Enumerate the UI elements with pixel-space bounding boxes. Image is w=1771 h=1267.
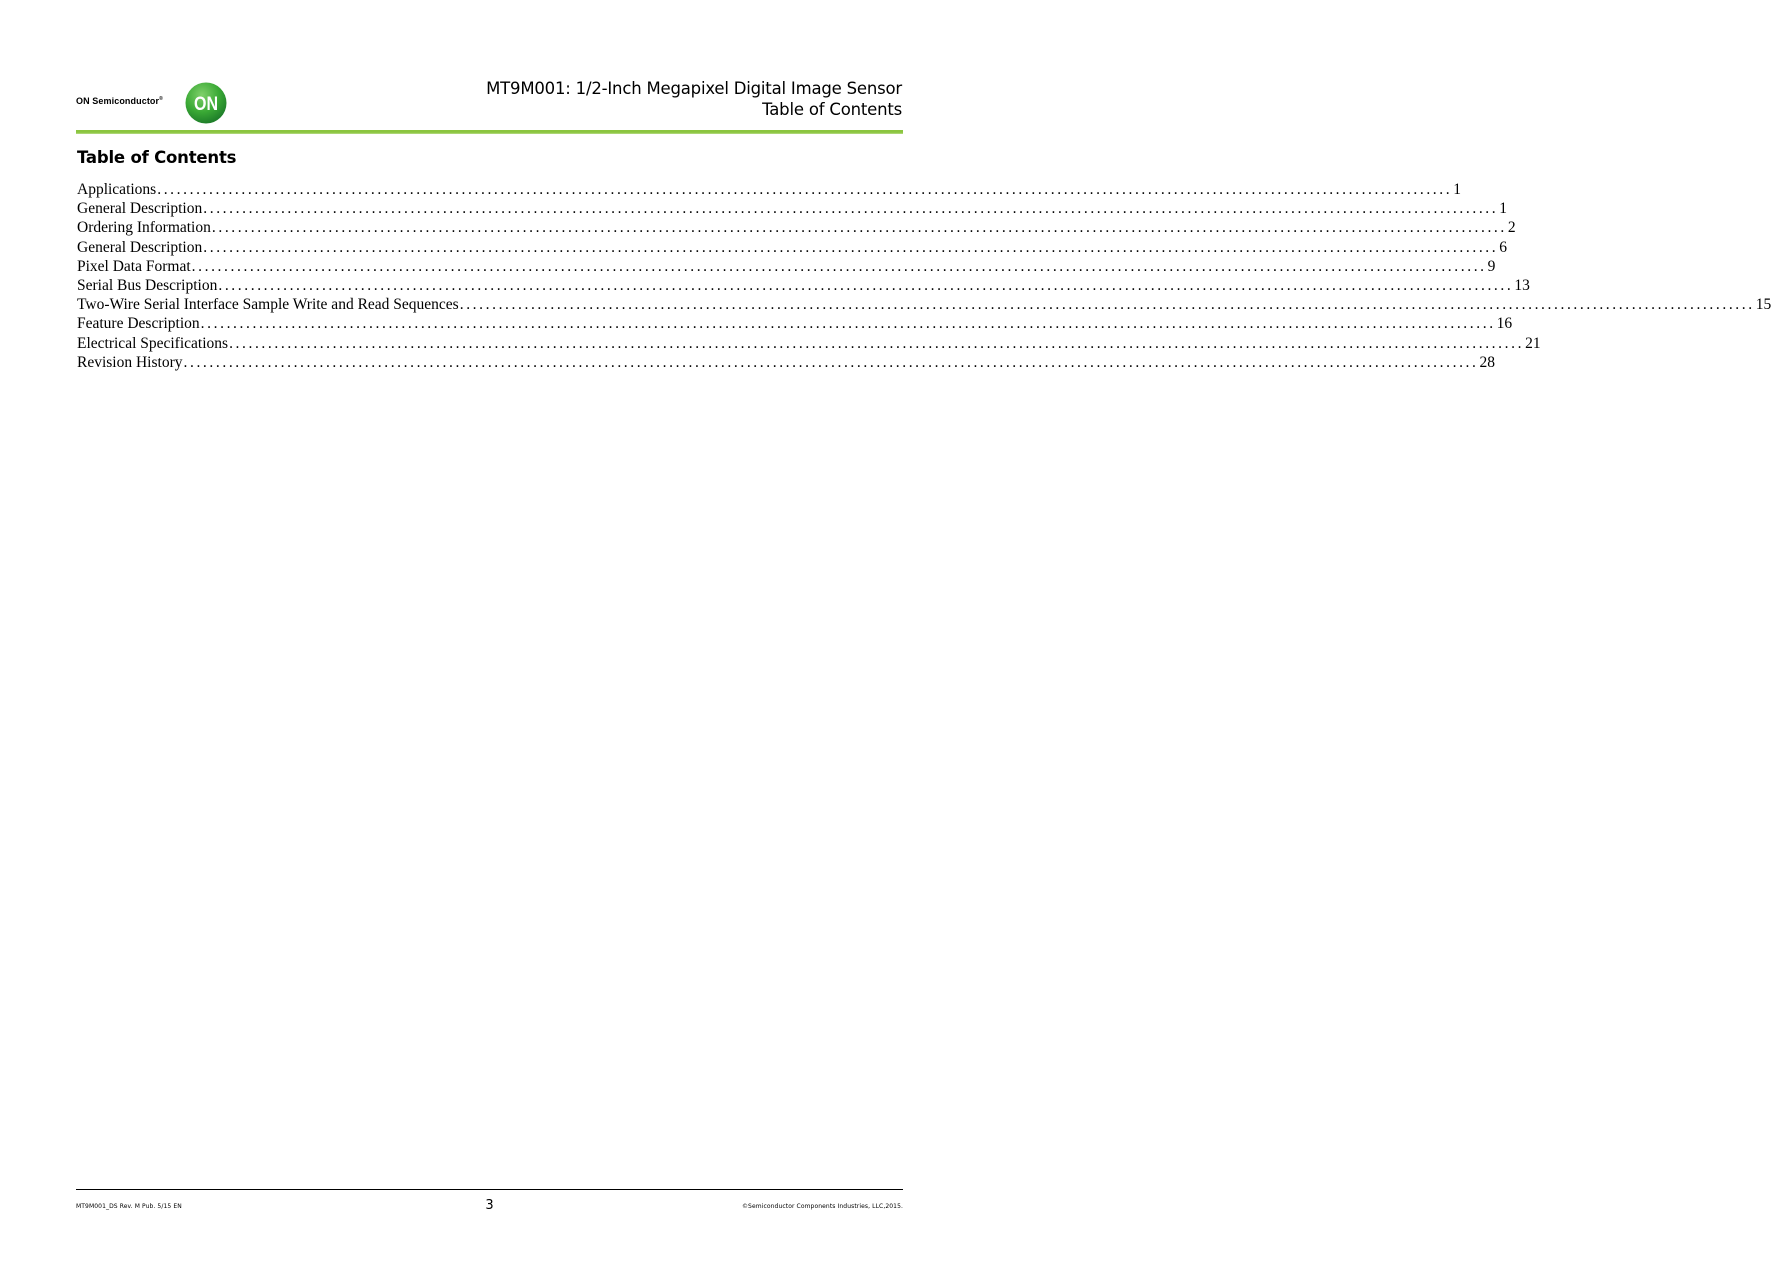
- toc-entry-title: Applications: [77, 181, 157, 198]
- toc-dot-leader: ........................................................................................................................................................................................................: [200, 315, 1496, 333]
- toc-entry-page: 1: [1453, 181, 1461, 198]
- toc-entry-page: 9: [1487, 257, 1496, 275]
- page-number: 3: [485, 1198, 494, 1213]
- toc-entry-page: 21: [1525, 334, 1541, 352]
- svg-text:ON: ON: [194, 94, 218, 115]
- toc-entry-page: 2: [1507, 219, 1516, 237]
- toc-entry[interactable]: [77, 238, 1507, 257]
- toc-entry-title: Pixel Data Format: [77, 257, 191, 275]
- toc-entry-page: 13: [1514, 276, 1530, 294]
- toc-dot-leader: ........................................................................................................................................................................................................: [218, 276, 1514, 294]
- page-header: [76, 78, 902, 130]
- toc-dot-leader: ........................................................................................................................................................................................................: [191, 257, 1487, 275]
- toc-entry-title: Ordering Information: [77, 219, 211, 237]
- toc-dot-leader: ........................................................................................................................................................................................................: [211, 219, 1507, 237]
- brand-name: ON Semiconductor®: [76, 96, 163, 106]
- toc-entry-page: 16: [1496, 315, 1513, 333]
- toc-entry[interactable]: [77, 334, 1541, 353]
- document-title-line2: Table of Contents: [762, 100, 902, 119]
- toc-entry[interactable]: [77, 199, 1507, 218]
- toc-entry-page: 1: [1499, 200, 1507, 218]
- toc-entry[interactable]: [77, 353, 1495, 372]
- toc-entry[interactable]: [77, 314, 1513, 333]
- toc-entry-title: General Description: [77, 200, 203, 218]
- toc-dot-leader: ........................................................................................................................................................................................................: [203, 200, 1499, 218]
- toc-entry[interactable]: [77, 276, 1530, 295]
- toc-heading: Table of Contents: [77, 148, 237, 167]
- toc-entry-title: General Description: [77, 238, 203, 256]
- toc-entry-page: 28: [1479, 353, 1495, 371]
- registered-mark: ®: [159, 96, 163, 102]
- toc-entry-title: Electrical Specifications: [77, 334, 229, 352]
- toc-entry-title: Revision History: [77, 353, 183, 371]
- header-rule: [76, 130, 903, 134]
- toc-list: [77, 180, 1771, 372]
- toc-entry[interactable]: [77, 218, 1516, 237]
- toc-entry-page: 6: [1499, 238, 1507, 256]
- footer-rule: [76, 1189, 903, 1190]
- toc-entry-title: Serial Bus Description: [77, 276, 218, 294]
- toc-dot-leader: ........................................................................................................................................................................................................: [229, 334, 1525, 352]
- footer-doc-id: MT9M001_DS Rev. M Pub. 5/15 EN: [76, 1203, 182, 1210]
- toc-dot-leader: ........................................................................................................................................................................................................: [183, 353, 1479, 371]
- footer-copyright: ©Semiconductor Components Industries, LLC,2015.: [741, 1203, 903, 1210]
- document-title: [486, 78, 902, 120]
- toc-entry[interactable]: [77, 180, 1461, 199]
- toc-entry[interactable]: [77, 295, 1771, 314]
- document-title-line1: MT9M001: 1/2-Inch Megapixel Digital Image Sensor: [486, 79, 902, 98]
- toc-dot-leader: ........................................................................................................................................................................................................: [203, 238, 1499, 256]
- toc-entry-page: 15: [1755, 296, 1771, 314]
- toc-entry[interactable]: [77, 257, 1496, 276]
- toc-dot-leader: ........................................................................................................................................................................................................: [459, 296, 1755, 314]
- toc-dot-leader: ........................................................................................................................................................................................................: [157, 181, 1453, 198]
- toc-entry-title: Two-Wire Serial Interface Sample Write and Read Sequences: [77, 296, 459, 314]
- on-semiconductor-logo: [185, 82, 227, 124]
- toc-entry-title: Feature Description: [77, 315, 200, 333]
